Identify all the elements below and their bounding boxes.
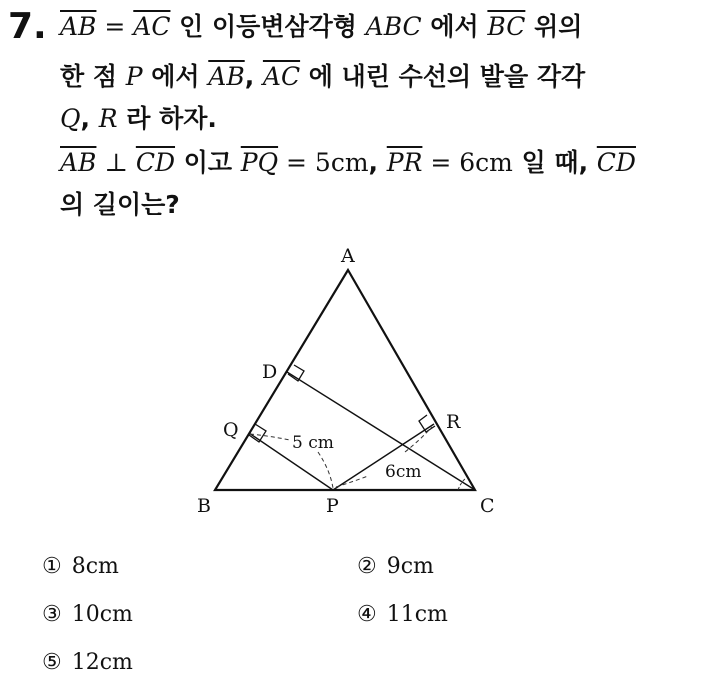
choice-4[interactable]: ④ 11cm (357, 602, 448, 627)
label-d: D (262, 361, 278, 383)
choice-1[interactable]: ① 8cm (42, 554, 119, 579)
label-pr-length: 6cm (385, 462, 422, 482)
triangle-abc (215, 270, 475, 490)
label-b: B (197, 495, 211, 517)
problem-line-4: $\overline{AB}$ ⊥ $\overline{CD}$ 이고 $\overline{PQ} = 5cm$, $\overline{PR} = 6cm$ 일 때, $\overline{CD}$ (60, 148, 636, 177)
problem-line-5: 의 길이는? (60, 190, 180, 219)
label-p: P (326, 495, 339, 517)
label-q: Q (223, 419, 239, 441)
problem-number: 7. (8, 6, 47, 47)
label-pq-length: 5 cm (292, 433, 334, 453)
label-c: C (480, 495, 495, 517)
label-a: A (341, 245, 355, 267)
choice-2[interactable]: ② 9cm (357, 554, 434, 579)
label-r: R (446, 411, 461, 433)
problem-line-3: Q, R 라 하자. (60, 104, 217, 133)
problem-line-2: 한 점 P 에서 $\overline{AB}$, $\overline{AC}$ 에 내린 수선의 발을 각각 (60, 62, 586, 91)
problem-line-1: $\overline{AB} = \overline{AC}$ 인 이등변삼각형 ABC 에서 $\overline{BC}$ 위의 (60, 12, 583, 41)
triangle-figure (190, 240, 520, 525)
choice-5[interactable]: ⑤ 12cm (42, 650, 133, 675)
choice-3[interactable]: ③ 10cm (42, 602, 133, 627)
